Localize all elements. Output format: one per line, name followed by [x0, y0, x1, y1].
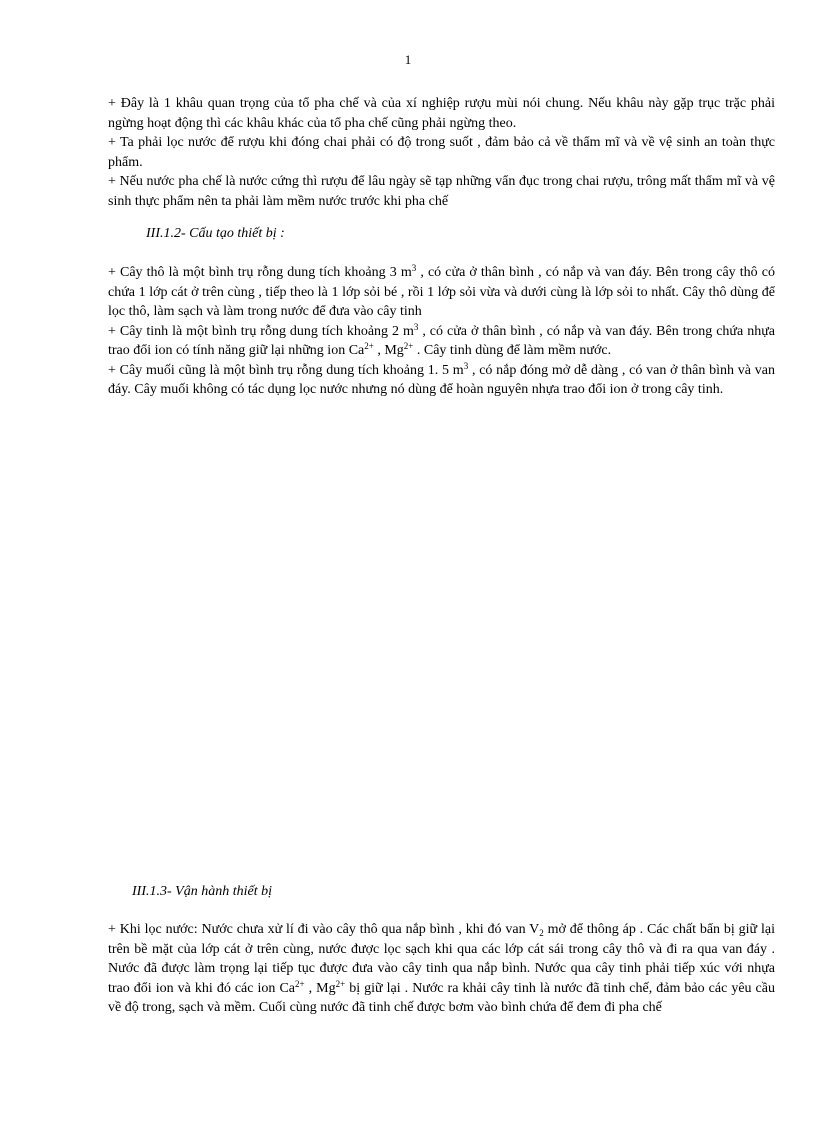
- structure-paragraph-3: + Cây muối cũng là một bình trụ rỗng dung tích khoảng 1. 5 $m^3$ , có nắp đóng mở dễ dàng , có van ở thân bình và van đáy. Cây muối không có tác dụng lọc nước nhưng nó dùng để hoàn nguyên nhựa trao đổi ion ở trong cây tinh.: [108, 360, 775, 397]
- intro-paragraph-3: + Nếu nước pha chế là nước cứng thì rượu để lâu ngày sẽ tạp những vẩn đục trong chai rượu, trông mất thẩm mĩ và vệ sinh thực phẩm nên ta phải làm mềm nước trước khi pha chế: [108, 174, 775, 209]
- page-number: 1: [404, 52, 412, 67]
- section-heading-operation: III.1.3- Vận hành thiết bị: [132, 884, 272, 899]
- structure-block: [108, 263, 775, 400]
- intro-block: [108, 94, 775, 211]
- operation-paragraph-1: + Khi lọc nước: Nước chưa xử lí đi vào cây thô qua nắp bình , khi đó van $V_2$ mở để thông áp . Các chất bẩn bị giữ lại trên bề mặt của lớp cát ở trên cùng, nước được lọc sạch khi qua các lớp cát sái trong cây thô và đi ra qua van đáy . Nước đã được làm trọng lại tiếp tục được đưa vào cây tinh qua nắp bình. Nước qua cây tinh phải tiếp xúc với nhựa trao đổi ion và khi đó các ion $Ca^{2+}$ , $Mg^{2+}$ bị giữ lại . Nước ra khải cây tinh là nước đã tinh chế, đảm bảo các yêu cầu về độ trong, sạch và mềm. Cuối cùng nước đã tinh chế được bơm vào bình chứa để đem đi pha chế: [108, 922, 775, 1015]
- intro-paragraph-1: + Đây là 1 khâu quan trọng của tổ pha chế và của xí nghiệp rượu mùi nói chung. Nếu khâu này gặp trục trặc phải ngừng hoạt động thì các khâu khác của tổ pha chế cũng phải ngừng theo.: [108, 96, 775, 131]
- operation-block: [108, 920, 775, 1018]
- structure-paragraph-1: + Cây thô là một bình trụ rỗng dung tích khoảng 3 $m^3$ , có cửa ở thân bình , có nắp và van đáy. Bên trong cây thô có chứa 1 lớp cát ở trên cùng , tiếp theo là 1 lớp sỏi bé , rồi 1 lớp sỏi vừa và dưới cùng là lớp sỏi to nhất. Cây thô dùng để lọc thô, làm sạch và làm trong nước để đưa vào cây tinh: [108, 263, 776, 319]
- structure-paragraph-2: + Cây tinh là một bình trụ rỗng dung tích khoảng 2 $m^3$ , có cửa ở thân bình , có nắp và van đáy. Bên trong chứa nhựa trao đổi ion có tính năng giữ lại những ion $Ca^{2+}$ , $Mg^{2+}$ . Cây tinh dùng để làm mềm nước.: [108, 321, 775, 358]
- intro-paragraph-2: + Ta phải lọc nước để rượu khi đóng chai phải có độ trong suốt , đảm bảo cả về thẩm mĩ và về vệ sinh an toàn thực phẩm.: [108, 135, 775, 170]
- section-heading-structure: III.1.2- Cấu tạo thiết bị :: [146, 226, 285, 241]
